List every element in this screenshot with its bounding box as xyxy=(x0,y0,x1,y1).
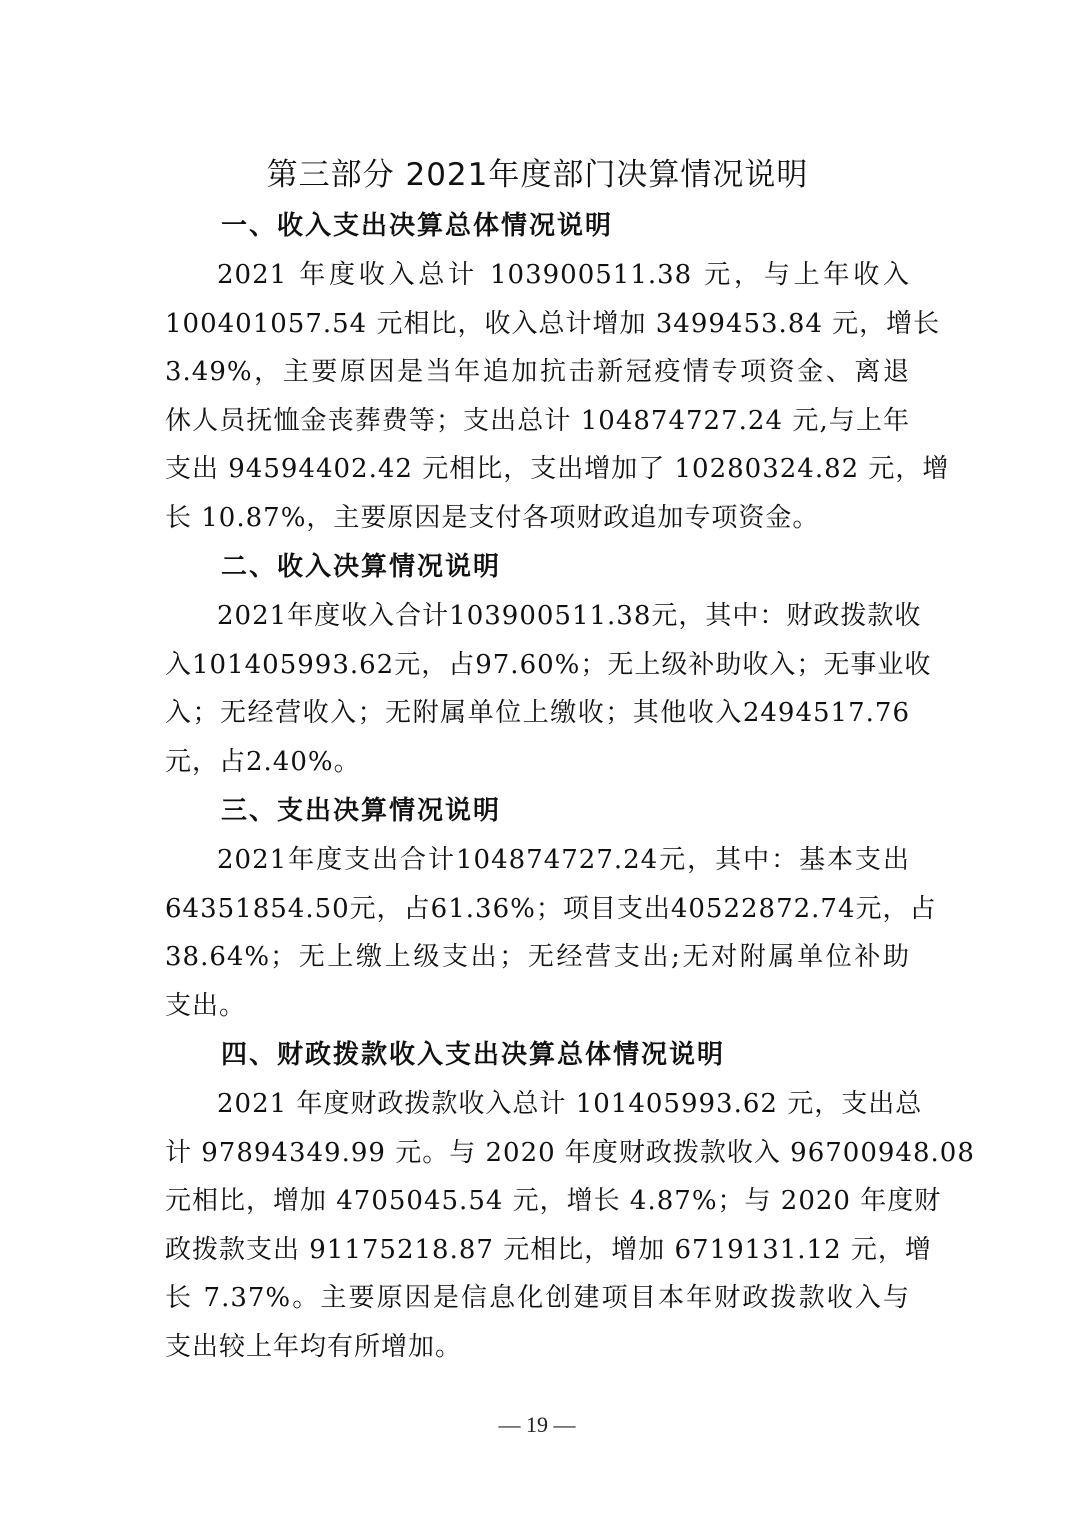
section-paragraph xyxy=(165,1080,975,1371)
paragraph-line: 64351854.50元，占61.36%；项目支出40522872.74元，占 xyxy=(165,893,937,924)
section-paragraph xyxy=(165,592,932,786)
section-heading: 四、财政拨款收入支出决算总体情况说明 xyxy=(221,1040,726,1070)
section-paragraph xyxy=(165,251,950,542)
paragraph-line: 2021 年度财政拨款收入总计 101405993.62 元，支出总 xyxy=(217,1089,923,1119)
section-fiscal-allocation-overview xyxy=(165,1030,975,1371)
section-heading: 三、支出决算情况说明 xyxy=(221,796,502,826)
paragraph-line: 3.49%，主要原因是当年追加抗击新冠疫情专项资金、离退 xyxy=(165,357,910,387)
paragraph-line: 休人员抚恤金丧葬费等；支出总计 104874727.24 元,与上年 xyxy=(165,405,910,436)
paragraph-line: 100401057.54 元相比，收入总计增加 3499453.84 元，增长 xyxy=(165,308,941,339)
section-heading: 二、收入决算情况说明 xyxy=(221,552,502,582)
paragraph-line: 支出。 xyxy=(165,990,247,1021)
paragraph-line: 支出较上年均有所增加。 xyxy=(165,1331,463,1362)
paragraph-line: 元相比，增加 4705045.54 元，增长 4.87%；与 2020 年度财 xyxy=(165,1186,942,1216)
section-heading: 一、收入支出决算总体情况说明 xyxy=(221,211,614,241)
page-title: 第三部分 2021年度部门决算情况说明 xyxy=(266,157,809,193)
paragraph-line: 政拨款支出 91175218.87 元相比，增加 6719131.12 元，增 xyxy=(165,1234,932,1265)
paragraph-line: 元，占2.40%。 xyxy=(165,746,361,777)
paragraph-line: 38.64%；无上缴上级支出；无经营支出;无对附属单位补助 xyxy=(165,942,910,972)
section-income-expense-overview xyxy=(165,201,950,542)
paragraph-line: 2021年度支出合计104874727.24元，其中：基本支出 xyxy=(217,845,910,875)
paragraph-line: 计 97894349.99 元。与 2020 年度财政拨款收入 96700948.08 xyxy=(165,1137,975,1168)
section-paragraph xyxy=(165,836,937,1030)
paragraph-line: 长 7.37%。主要原因是信息化创建项目本年财政拨款收入与 xyxy=(165,1283,910,1313)
section-expense xyxy=(165,786,937,1030)
paragraph-line: 长 10.87%，主要原因是支付各项财政追加专项资金。 xyxy=(165,502,820,533)
paragraph-line: 2021年度收入合计103900511.38元，其中：财政拨款收 xyxy=(217,601,922,631)
paragraph-line: 入；无经营收入；无附属单位上缴收；其他收入2494517.76 xyxy=(165,698,910,728)
page-number: — 19 — xyxy=(498,1412,576,1437)
paragraph-line: 支出 94594402.42 元相比，支出增加了 10280324.82 元，增 xyxy=(165,454,950,484)
paragraph-line: 入101405993.62元，占97.60%；无上级补助收入；无事业收 xyxy=(165,649,932,680)
document-body xyxy=(165,201,975,1371)
paragraph-line: 2021 年度收入总计 103900511.38 元，与上年收入 xyxy=(217,260,910,290)
section-income xyxy=(165,542,932,786)
